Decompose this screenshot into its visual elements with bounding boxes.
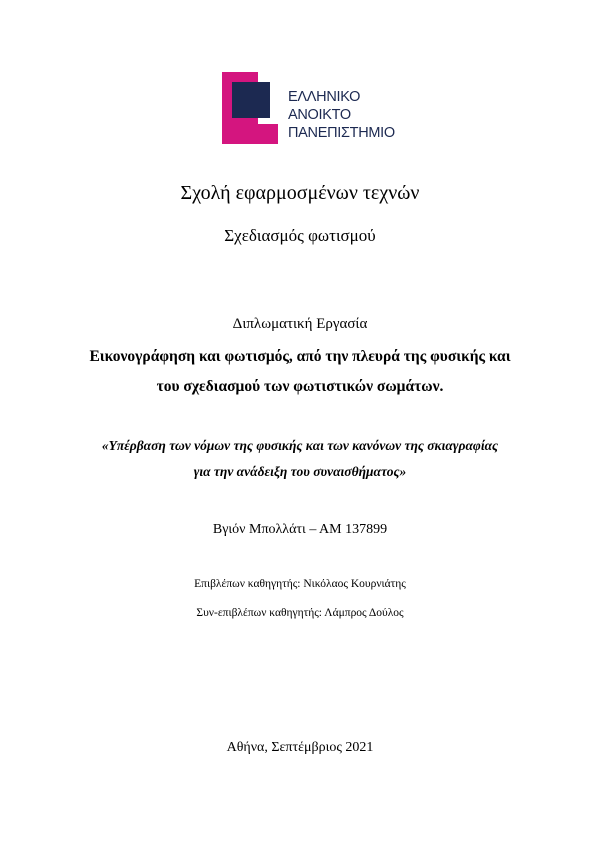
logo-text — [288, 88, 395, 142]
thesis-subtitle-line-2: για την ανάδειξη του συναισθήματος» — [193, 464, 407, 479]
school-name: Σχολή εφαρμοσμένων τεχνών — [180, 182, 420, 204]
university-logo — [222, 72, 412, 144]
logo-mark-icon — [222, 72, 282, 144]
co-supervisor: Συν-επιβλέπων καθηγητής: Λάμπρος Δούλος — [196, 607, 404, 619]
thesis-title-line-1: Εικονογράφηση και φωτισμός, από την πλευρά της φυσικής και — [89, 348, 511, 365]
thesis-title-line-2: του σχεδιασμού των φωτιστικών σωμάτων. — [156, 378, 444, 395]
place-date: Αθήνα, Σεπτέμβριος 2021 — [226, 740, 374, 755]
supervisor: Επιβλέπων καθηγητής: Νικόλαος Κουρνιάτης — [194, 578, 406, 590]
document-type: Διπλωματική Εργασία — [232, 316, 368, 332]
author: Βγιόν Μπολλάτι – ΑΜ 137899 — [212, 522, 388, 537]
logo-line-3: ΠΑΝΕΠΙΣΤΗΜΙΟ — [288, 125, 395, 141]
thesis-subtitle-line-1: «Υπέρβαση των νόμων της φυσικής και των κανόνων της σκιαγραφίας — [101, 438, 499, 453]
logo-line-1: ΕΛΛΗΝΙΚΟ — [288, 89, 361, 105]
department-name: Σχεδιασμός φωτισμού — [224, 226, 376, 245]
logo-line-2: ΑΝΟΙΚΤΟ — [288, 107, 351, 123]
